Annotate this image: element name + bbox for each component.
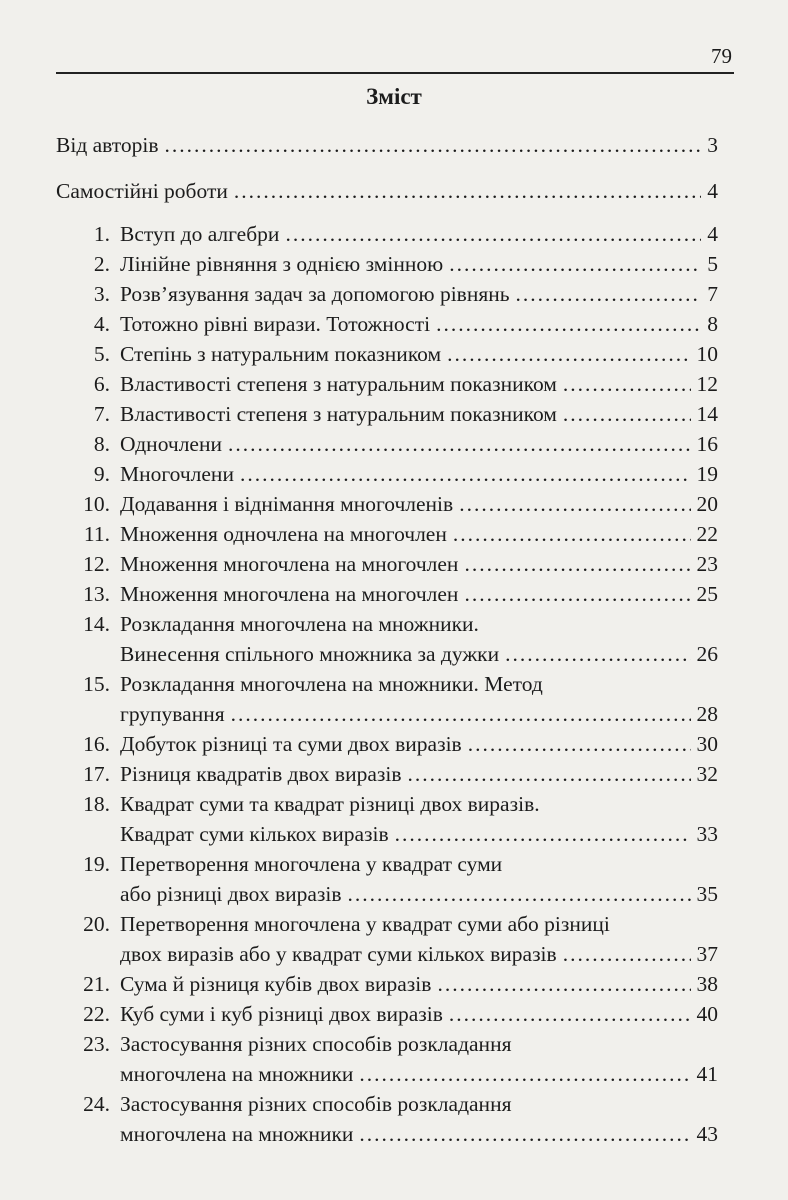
- toc-entry-label: Від авторів: [56, 133, 159, 157]
- toc-entry-number: 1.: [93, 222, 110, 246]
- toc-entry[interactable]: [60, 339, 718, 369]
- toc-entry-label: Квадрат суми та квадрат різниці двох виразів.: [120, 792, 540, 816]
- toc-entry[interactable]: [60, 549, 718, 579]
- toc-entry-label: Різниця квадратів двох виразів: [120, 762, 402, 786]
- toc-entry-label: групування: [120, 702, 225, 726]
- dot-leader: [359, 1059, 690, 1089]
- toc-entry-number: 4.: [93, 312, 110, 336]
- toc-entry[interactable]: [60, 519, 718, 549]
- toc-entry-number: 9.: [93, 462, 110, 486]
- dot-leader: [285, 219, 701, 249]
- toc-entry-number: 15.: [83, 672, 110, 696]
- toc-entry-page: 22: [696, 522, 718, 546]
- toc-entry-label: Лінійне рівняння з однією змінною: [120, 252, 444, 276]
- toc-entry-page: 26: [696, 642, 718, 666]
- toc-entry-number: 11.: [83, 522, 110, 546]
- toc-entry-number: 17.: [83, 762, 110, 786]
- toc-entry-page: 4: [707, 179, 718, 203]
- toc-entry-label: Додавання і віднімання многочленів: [120, 492, 454, 516]
- toc-entry[interactable]: [60, 399, 718, 429]
- toc-entry[interactable]: [60, 219, 718, 249]
- dot-leader: [449, 999, 691, 1029]
- toc-entry[interactable]: [60, 789, 718, 849]
- toc-entry-label: многочлена на множники: [120, 1122, 354, 1146]
- toc-entry-page: 28: [696, 702, 718, 726]
- toc-entry[interactable]: [60, 999, 718, 1029]
- toc-entry-page: 33: [696, 822, 718, 846]
- toc-entry-label: Добуток різниці та суми двох виразів: [120, 732, 462, 756]
- toc-entry-label: Сума й різниця кубів двох виразів: [120, 972, 432, 996]
- toc-entry-label: Самостійні роботи: [56, 179, 228, 203]
- toc-entry-label: Одночлени: [120, 432, 222, 456]
- toc-entry[interactable]: [60, 279, 718, 309]
- page-title: Зміст: [366, 84, 422, 109]
- toc-entry-section[interactable]: [56, 176, 718, 206]
- toc-entry[interactable]: [60, 1089, 718, 1149]
- toc-entry-label: Куб суми і куб різниці двох виразів: [120, 1002, 443, 1026]
- toc-entry-page: 25: [696, 582, 718, 606]
- toc-entry-page: 23: [696, 552, 718, 576]
- toc-entry-label: Властивості степеня з натуральним показником: [120, 372, 557, 396]
- toc-entry-page: 10: [696, 342, 718, 366]
- dot-leader: [231, 699, 691, 729]
- dot-leader: [453, 519, 691, 549]
- dot-leader: [563, 369, 691, 399]
- toc-entry-number: 2.: [93, 252, 110, 276]
- toc-entry-number: 7.: [93, 402, 110, 426]
- toc-entry[interactable]: [60, 669, 718, 729]
- dot-leader: [505, 639, 690, 669]
- dot-leader: [234, 176, 701, 206]
- dot-leader: [165, 130, 702, 160]
- toc-entry-page: 20: [696, 492, 718, 516]
- dot-leader: [459, 489, 690, 519]
- toc-entry-page: 3: [707, 133, 718, 157]
- toc-entry-number: 23.: [83, 1032, 110, 1056]
- toc-entry-page: 38: [696, 972, 718, 996]
- toc-entry-page: 30: [696, 732, 718, 756]
- header-rule: [56, 72, 734, 74]
- toc-entry-label: або різниці двох виразів: [120, 882, 342, 906]
- dot-leader: [449, 249, 701, 279]
- toc-entry-number: 21.: [83, 972, 110, 996]
- table-of-contents: [0, 124, 788, 1149]
- toc-entry-page: 19: [696, 462, 718, 486]
- toc-entry-page: 7: [707, 282, 718, 306]
- dot-leader: [447, 339, 690, 369]
- toc-entry-page: 14: [696, 402, 718, 426]
- toc-entry-number: 10.: [83, 492, 110, 516]
- toc-entry-label: Множення многочлена на многочлен: [120, 552, 459, 576]
- toc-entry-intro[interactable]: [56, 130, 718, 160]
- toc-entry-label: Застосування різних способів розкладання: [120, 1032, 512, 1056]
- toc-entry[interactable]: [60, 309, 718, 339]
- toc-entry-number: 24.: [83, 1092, 110, 1116]
- toc-entry-number: 22.: [83, 1002, 110, 1026]
- toc-entry-label: многочлена на множники: [120, 1062, 354, 1086]
- dot-leader: [437, 969, 690, 999]
- dot-leader: [228, 429, 691, 459]
- dot-leader: [395, 819, 691, 849]
- toc-entry-page: 40: [696, 1002, 718, 1026]
- toc-entry-number: 5.: [93, 342, 110, 366]
- toc-entry-label: Вступ до алгебри: [120, 222, 280, 246]
- dot-leader: [407, 759, 690, 789]
- dot-leader: [348, 879, 691, 909]
- toc-entry-label: Множення многочлена на многочлен: [120, 582, 459, 606]
- dot-leader: [240, 459, 691, 489]
- toc-entry-page: 8: [707, 312, 718, 336]
- toc-entry-page: 41: [696, 1062, 718, 1086]
- dot-leader: [436, 309, 701, 339]
- toc-entry-number: 14.: [83, 612, 110, 636]
- toc-entry[interactable]: [60, 969, 718, 999]
- toc-entry-page: 43: [696, 1122, 718, 1146]
- toc-entry-label: двох виразів або у квадрат суми кількох виразів: [120, 942, 557, 966]
- dot-leader: [468, 729, 691, 759]
- toc-entry-label: Перетворення многочлена у квадрат суми або різниці: [120, 912, 610, 936]
- toc-entry-page: 16: [696, 432, 718, 456]
- toc-entry[interactable]: [60, 609, 718, 669]
- toc-entry-number: 8.: [93, 432, 110, 456]
- toc-entry-number: 16.: [83, 732, 110, 756]
- toc-entry-page: 35: [696, 882, 718, 906]
- toc-entry-label: Множення одночлена на многочлен: [120, 522, 447, 546]
- toc-entry[interactable]: [60, 489, 718, 519]
- toc-entry-number: 3.: [93, 282, 110, 306]
- toc-entry-label: Властивості степеня з натуральним показником: [120, 402, 557, 426]
- toc-entry-page: 32: [696, 762, 718, 786]
- toc-entry-label: Розкладання многочлена на множники.: [120, 612, 479, 636]
- toc-entry-number: 20.: [83, 912, 110, 936]
- toc-item-list: [0, 219, 788, 1149]
- toc-entry[interactable]: [60, 369, 718, 399]
- toc-entry-number: 19.: [83, 852, 110, 876]
- toc-entry[interactable]: [60, 849, 718, 909]
- toc-entry-label: Многочлени: [120, 462, 234, 486]
- toc-entry-label: Винесення спільного множника за дужки: [120, 642, 500, 666]
- toc-entry[interactable]: [60, 249, 718, 279]
- toc-entry-page: 37: [696, 942, 718, 966]
- toc-entry-label: Степінь з натуральним показником: [120, 342, 442, 366]
- toc-entry[interactable]: [60, 909, 718, 969]
- toc-entry-page: 4: [707, 222, 718, 246]
- dot-leader: [464, 549, 690, 579]
- toc-entry-label: Розкладання многочлена на множники. Метод: [120, 672, 543, 696]
- toc-entry-number: 13.: [83, 582, 110, 606]
- toc-entry[interactable]: [60, 579, 718, 609]
- dot-leader: [359, 1119, 690, 1149]
- toc-entry[interactable]: [60, 729, 718, 759]
- page-number: 79: [711, 44, 732, 68]
- toc-entry[interactable]: [60, 759, 718, 789]
- dot-leader: [516, 279, 702, 309]
- toc-entry[interactable]: [60, 429, 718, 459]
- dot-leader: [563, 399, 691, 429]
- toc-entry-number: 18.: [83, 792, 110, 816]
- toc-entry-label: Розв’язування задач за допомогою рівнянь: [120, 282, 510, 306]
- dot-leader: [563, 939, 691, 969]
- toc-entry-label: Тотожно рівні вирази. Тотожності: [120, 312, 431, 336]
- toc-entry-page: 5: [707, 252, 718, 276]
- dot-leader: [464, 579, 690, 609]
- toc-entry-number: 12.: [83, 552, 110, 576]
- toc-entry-label: Перетворення многочлена у квадрат суми: [120, 852, 503, 876]
- toc-entry-label: Застосування різних способів розкладання: [120, 1092, 512, 1116]
- toc-entry[interactable]: [60, 459, 718, 489]
- toc-entry-page: 12: [696, 372, 718, 396]
- toc-entry[interactable]: [60, 1029, 718, 1089]
- toc-entry-number: 6.: [93, 372, 110, 396]
- toc-entry-label: Квадрат суми кількох виразів: [120, 822, 389, 846]
